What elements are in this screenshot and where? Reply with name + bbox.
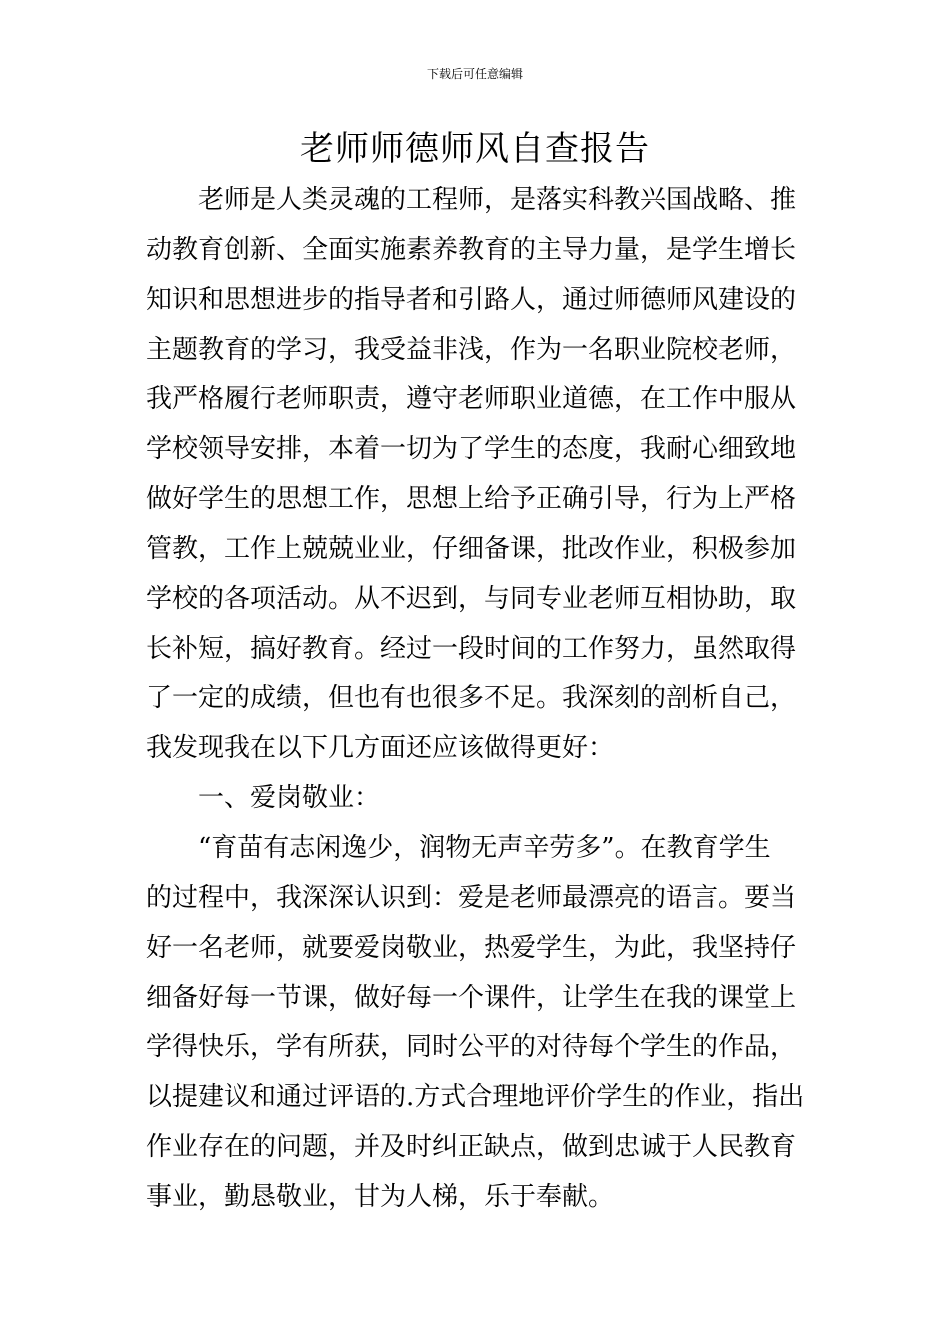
body-line: “育苗有志闲逸少，润物无声辛劳多”。在教育学生 xyxy=(198,832,771,863)
body-line: 细备好每一节课，做好每一个课件，让学生在我的课堂上 xyxy=(146,982,797,1013)
body-line: 我严格履行老师职责，遵守老师职业道德，在工作中服从 xyxy=(146,384,797,415)
body-line: 一、爱岗敬业： xyxy=(198,783,381,814)
body-line: 学校领导安排，本着一切为了学生的态度，我耐心细致地 xyxy=(146,434,797,465)
document-title: 老师师德师风自查报告 xyxy=(300,129,650,169)
body-line: 长补短，搞好教育。经过一段时间的工作努力，虽然取得 xyxy=(146,633,797,664)
body-line: 做好学生的思想工作，思想上给予正确引导，行为上严格 xyxy=(146,484,797,515)
body-line: 好一名老师，就要爱岗敬业，热爱学生，为此，我坚持仔 xyxy=(146,932,797,963)
body-line: 老师是人类灵魂的工程师，是落实科教兴国战略、推 xyxy=(198,185,797,215)
body-line: 主题教育的学习，我受益非浅，作为一名职业院校老师， xyxy=(146,334,797,365)
body-line: 动教育创新、全面实施素养教育的主导力量，是学生增长 xyxy=(146,234,797,265)
body-line: 作业存在的问题，并及时纠正缺点，做到忠诚于人民教育 xyxy=(146,1132,797,1163)
body-line: 知识和思想进步的指导者和引路人，通过师德师风建设的 xyxy=(146,284,797,315)
body-line: 的过程中，我深深认识到：爱是老师最漂亮的语言。要当 xyxy=(146,882,797,913)
body-line: 学得快乐，学有所获，同时公平的对待每个学生的作品， xyxy=(146,1032,797,1063)
body-line: 我发现我在以下几方面还应该做得更好： xyxy=(146,733,615,764)
document-body xyxy=(146,176,826,1223)
body-line: 管教，工作上兢兢业业，仔细备课，批改作业，积极参加 xyxy=(146,533,797,564)
body-line: 学校的各项活动。从不迟到，与同专业老师互相协助，取 xyxy=(146,583,797,614)
body-line: 以提建议和通过评语的.方式合理地评价学生的作业，指出 xyxy=(146,1082,805,1113)
body-line: 了一定的成绩，但也有也很多不足。我深刻的剖析自己， xyxy=(146,683,797,714)
body-line: 事业，勤恳敬业，甘为人梯，乐于奉献。 xyxy=(146,1181,615,1212)
header-note: 下载后可任意编辑 xyxy=(426,67,523,81)
